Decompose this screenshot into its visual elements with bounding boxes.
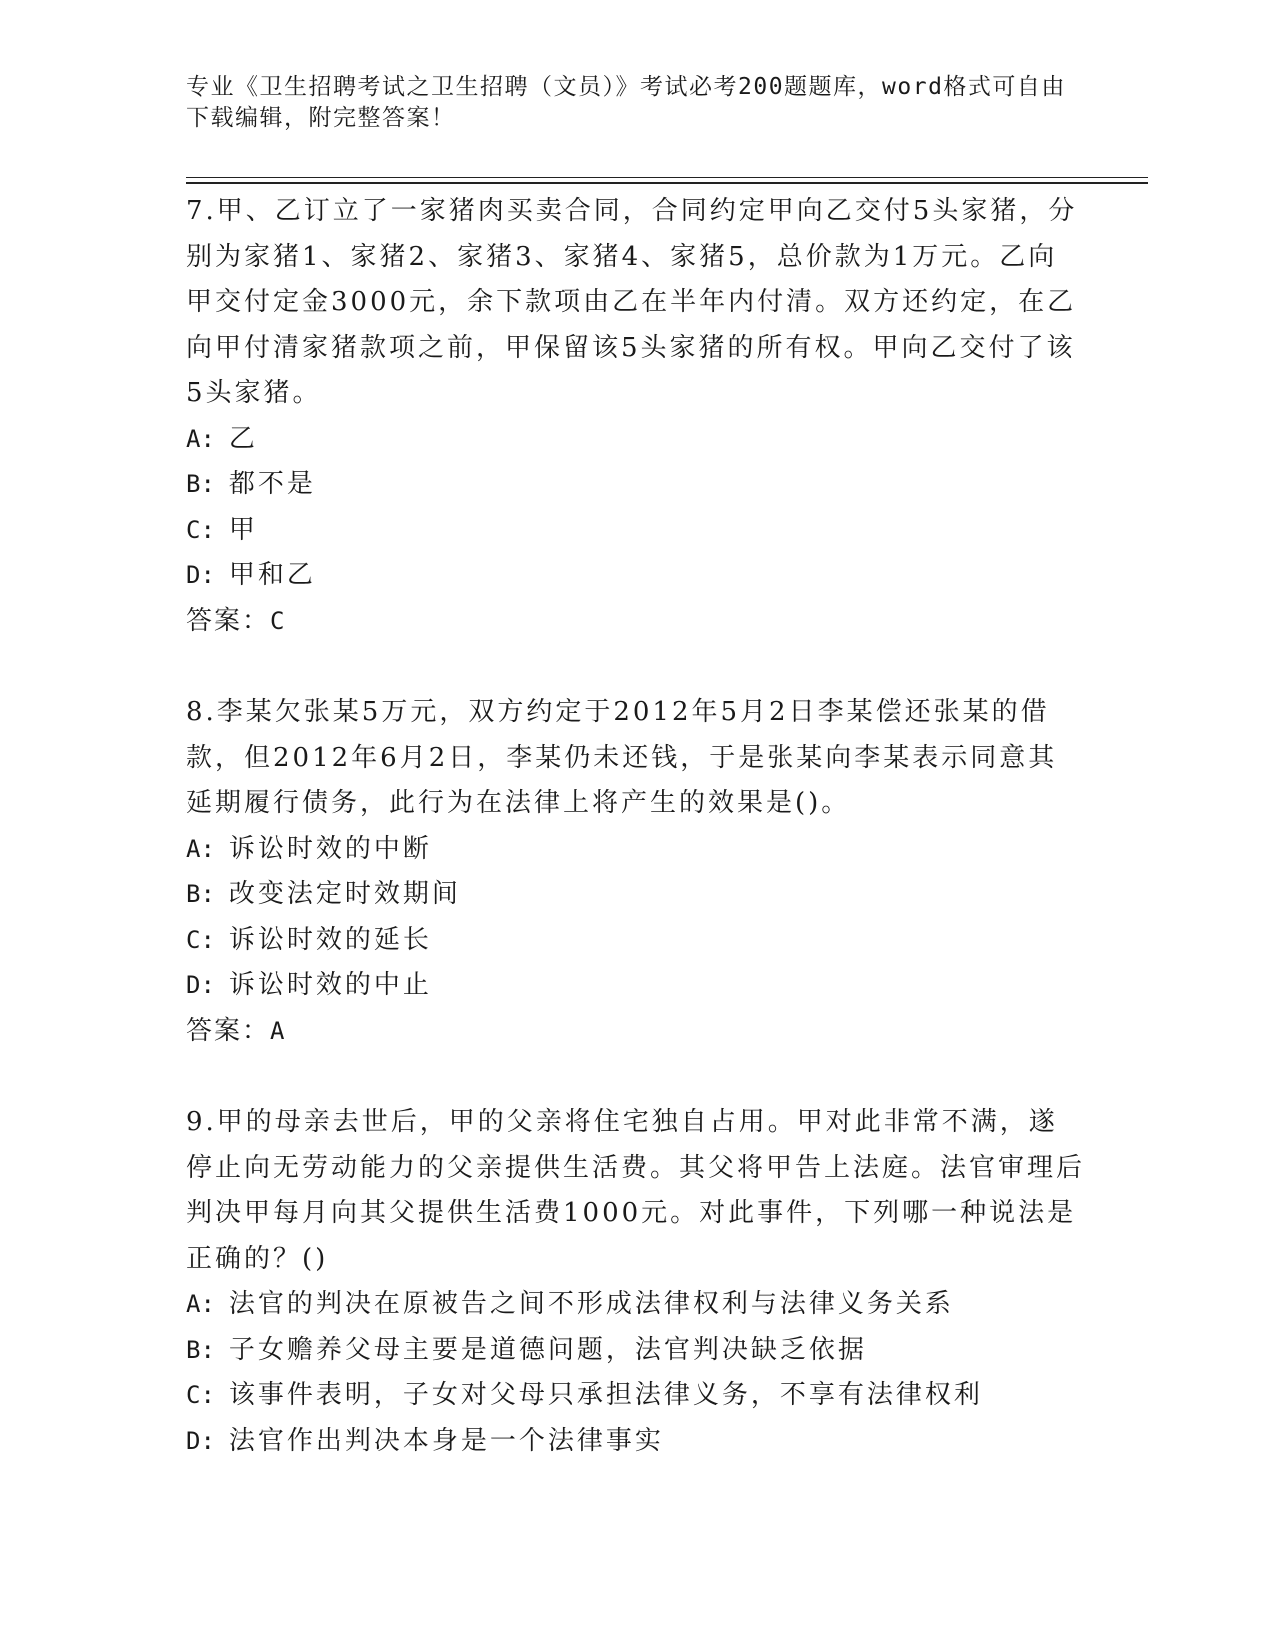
question-spacer	[186, 644, 1086, 690]
option-separator: :	[200, 424, 215, 453]
option-separator: :	[200, 561, 215, 589]
option-a	[186, 417, 1086, 463]
option-text: 子女赡养父母主要是道德问题，法官判决缺乏依据	[228, 1334, 867, 1365]
option-d	[186, 553, 1086, 599]
option-text: 该事件表明，子女对父母只承担法律义务，不享有法律权利	[228, 1380, 983, 1410]
answer-label: 答案：	[186, 1015, 271, 1046]
option-a	[186, 1282, 1086, 1328]
answer-value: A	[270, 1016, 287, 1045]
option-d	[186, 1419, 1086, 1465]
answer-label: 答案：	[186, 605, 271, 636]
question-list	[186, 189, 1086, 1464]
header-rule-thick	[186, 182, 1148, 184]
option-d	[186, 963, 1086, 1009]
option-letter: A	[186, 1290, 201, 1318]
answer-line	[186, 599, 1086, 645]
option-b	[186, 1328, 1086, 1374]
option-letter: D	[186, 971, 201, 999]
option-text: 都不是	[228, 469, 316, 499]
option-letter: C	[186, 1381, 201, 1409]
option-text: 诉讼时效的中断	[228, 833, 432, 864]
option-b	[186, 462, 1086, 508]
question-spacer	[186, 1054, 1086, 1100]
option-c	[186, 1373, 1086, 1419]
option-letter: D	[186, 561, 201, 589]
option-letter: B	[186, 470, 201, 498]
option-separator: :	[200, 470, 215, 498]
option-text: 甲和乙	[228, 560, 316, 590]
question-stem: 8.李某欠张某5万元，双方约定于2012年5月2日李某偿还张某的借款，但2012年6月2日，李某仍未还钱，于是张某向李某表示同意其延期履行债务，此行为在法律上将产生的效果是()。	[186, 697, 1058, 818]
option-a	[186, 827, 1086, 873]
option-letter: B	[186, 880, 201, 908]
option-c	[186, 918, 1086, 964]
option-text: 诉讼时效的中止	[228, 970, 432, 1000]
option-separator: :	[200, 971, 215, 999]
option-separator: :	[200, 1426, 215, 1455]
option-text: 改变法定时效期间	[228, 879, 461, 909]
option-letter: A	[186, 424, 201, 453]
question-9	[186, 1100, 1086, 1464]
option-separator: :	[200, 925, 215, 954]
option-text: 乙	[228, 423, 258, 454]
option-letter: C	[186, 515, 201, 544]
option-separator: :	[200, 515, 215, 544]
option-letter: D	[186, 1426, 201, 1455]
option-letter: B	[186, 1335, 201, 1364]
option-b	[186, 872, 1086, 918]
option-separator: :	[200, 1335, 215, 1364]
option-text: 诉讼时效的延长	[228, 924, 432, 955]
answer-value: C	[270, 606, 287, 635]
option-text: 甲	[228, 514, 258, 545]
question-stem: 9.甲的母亲去世后，甲的父亲将住宅独自占用。甲对此非常不满，遂停止向无劳动能力的父亲提供生活费。其父将甲告上法庭。法官审理后判决甲每月向其父提供生活费1000元。对此事件，下列哪一种说法是正确的？()	[186, 1107, 1086, 1274]
option-text: 法官作出判决本身是一个法律事实	[228, 1425, 664, 1456]
question-8	[186, 690, 1086, 1054]
option-separator: :	[200, 834, 215, 863]
option-separator: :	[200, 1290, 215, 1318]
option-c	[186, 508, 1086, 554]
option-text: 法官的判决在原被告之间不形成法律权利与法律义务关系	[228, 1289, 954, 1319]
question-7	[186, 189, 1086, 644]
option-separator: :	[200, 1381, 215, 1409]
answer-line	[186, 1009, 1086, 1055]
option-letter: A	[186, 834, 201, 863]
option-letter: C	[186, 925, 201, 954]
option-separator: :	[200, 880, 215, 908]
header-rule-thin	[186, 177, 1148, 178]
document-header: 专业《卫生招聘考试之卫生招聘（文员）》考试必考200题题库，word格式可自由下载编辑，附完整答案！	[186, 74, 1066, 131]
question-stem: 7.甲、乙订立了一家猪肉买卖合同，合同约定甲向乙交付5头家猪，分别为家猪1、家猪2、家猪3、家猪4、家猪5，总价款为1万元。乙向甲交付定金3000元，余下款项由乙在半年内付清。双方还约定，在乙向甲付清家猪款项之前，甲保留该5头家猪的所有权。甲向乙交付了该5头家猪。	[186, 196, 1078, 408]
